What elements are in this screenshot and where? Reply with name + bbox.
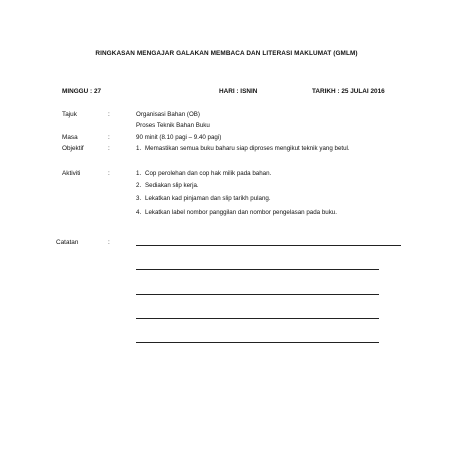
aktiviti-item-text: Cop perolehan dan cop hak milik pada bahan. xyxy=(145,170,272,177)
catatan-line-5 xyxy=(136,342,379,343)
masa-colon: : xyxy=(108,134,110,141)
aktiviti-item-2 xyxy=(136,182,398,190)
tajuk-label: Tajuk xyxy=(62,111,77,118)
catatan-line-4 xyxy=(136,318,379,319)
aktiviti-item-4 xyxy=(136,209,398,217)
catatan-colon: : xyxy=(108,239,110,246)
tajuk-value-2: Proses Teknik Bahan Buku xyxy=(136,122,210,129)
aktiviti-item-text: Sediakan slip kerja. xyxy=(145,182,199,189)
catatan-label: Catatan xyxy=(56,239,79,246)
header-tarikh: TARIKH : 25 JULAI 2016 xyxy=(312,88,385,95)
objektif-item-1 xyxy=(136,145,386,153)
aktiviti-label: Aktiviti xyxy=(62,170,81,177)
objektif-colon: : xyxy=(108,145,110,152)
aktiviti-item-1 xyxy=(136,170,398,178)
masa-label: Masa xyxy=(62,134,78,141)
objektif-label: Objektif xyxy=(62,145,84,152)
aktiviti-item-text: Lekatkan kad pinjaman dan slip tarikh pulang. xyxy=(145,195,271,202)
aktiviti-item-text: Lekatkan label nombor panggilan dan nombor pengelasan pada buku. xyxy=(145,209,337,216)
aktiviti-item-number: 3. xyxy=(136,195,142,202)
header-minggu: MINGGU : 27 xyxy=(62,88,102,95)
tajuk-colon: : xyxy=(108,111,110,118)
aktiviti-item-number: 1. xyxy=(136,170,142,177)
aktiviti-item-3 xyxy=(136,195,398,203)
document-title: RINGKASAN MENGAJAR GALAKAN MEMBACA DAN LITERASI MAKLUMAT (GMLM) xyxy=(95,50,358,57)
objektif-item-number: 1. xyxy=(136,145,142,152)
objektif-item-text: Memastikan semua buku baharu siap diproses mengikut teknik yang betul. xyxy=(145,145,350,152)
aktiviti-item-number: 2. xyxy=(136,182,142,189)
catatan-line-2 xyxy=(136,269,379,270)
aktiviti-item-number: 4. xyxy=(136,209,142,216)
tajuk-value-1: Organisasi Bahan (OB) xyxy=(136,111,200,118)
catatan-line-3 xyxy=(136,294,379,295)
masa-value: 90 minit (8.10 pagi – 9.40 pagi) xyxy=(136,134,222,141)
aktiviti-colon: : xyxy=(108,170,110,177)
header-hari: HARI : ISNIN xyxy=(219,88,258,95)
catatan-line-1 xyxy=(136,245,401,246)
